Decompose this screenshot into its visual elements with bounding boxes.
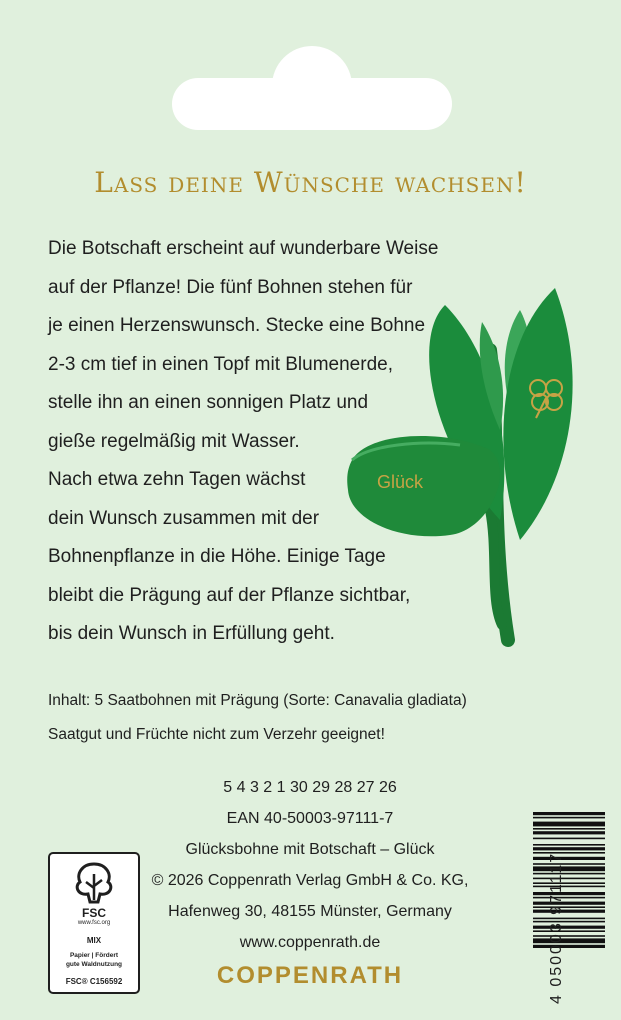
ean-number: EAN 40-50003-97111-7: [226, 810, 394, 827]
barcode-bar: [533, 852, 605, 854]
barcode-icon: [533, 812, 605, 998]
barcode-bar: [533, 828, 605, 830]
instructions-line: stelle ihn an einen sonnigen Platz und: [48, 392, 369, 413]
barcode-bar: [533, 863, 605, 865]
barcode-bar: [533, 892, 605, 895]
barcode-bar: [533, 866, 605, 871]
hang-hole: [172, 78, 452, 130]
imprint: [140, 772, 480, 958]
headline: Lass deine Wünsche wachsen!: [94, 166, 527, 199]
print-run-numbers: 5 4 3 2 1 30 29 28 27 26: [223, 779, 397, 796]
fsc-url: www.fsc.org: [77, 920, 111, 926]
contents-info: [48, 684, 467, 752]
instructions-line: auf der Pflanze! Die fünf Bohnen stehen für: [48, 276, 413, 298]
instructions-line: je einen Herzenswunsch. Stecke eine Bohne: [48, 315, 426, 336]
barcode-bar: [533, 838, 605, 840]
barcode-bar: [533, 906, 605, 908]
fsc-desc-line: Papier | Fördert: [69, 952, 119, 959]
fsc-desc-line: gute Waldnutzung: [65, 961, 123, 968]
barcode-bar: [533, 930, 605, 932]
brand-logo: COPPENRATH: [216, 962, 404, 989]
barcode-bar: [533, 926, 605, 929]
website: www.coppenrath.de: [239, 934, 381, 951]
barcode-bar: [533, 897, 605, 899]
barcode-bar: [533, 921, 605, 923]
barcode-bar: [533, 812, 605, 815]
instructions-line: 2-3 cm tief in einen Topf mit Blumenerde,: [48, 353, 393, 375]
barcode-bar: [533, 857, 605, 860]
barcode-bar: [533, 873, 605, 875]
barcode-bar: [533, 935, 605, 937]
fsc-description: [54, 951, 134, 969]
barcode-bar: [533, 817, 605, 819]
product-name: Glücksbohne mit Botschaft – Glück: [185, 841, 435, 858]
barcode-bar: [533, 882, 605, 884]
fsc-name: FSC: [82, 906, 106, 920]
barcode-bar: [533, 822, 605, 827]
fsc-tree-icon: [70, 860, 118, 904]
instructions-line: gieße regelmäßig mit Wasser.: [48, 430, 300, 452]
bean-plant-illustration: [340, 280, 600, 660]
instructions-line: Die Botschaft erscheint auf wunderbare Weise: [48, 238, 439, 259]
address: Hafenweg 30, 48155 Münster, Germany: [168, 903, 452, 920]
barcode-bar: [533, 886, 605, 888]
barcode-digits: 4 050003 971117: [548, 851, 565, 1004]
instructions-line: dein Wunsch zusammen mit der: [48, 507, 320, 529]
instructions-line: Nach etwa zehn Tagen wächst: [48, 469, 306, 490]
barcode-bar: [533, 938, 605, 943]
leaf-embossed-text: Glück: [377, 472, 424, 492]
instructions-line: bleibt die Prägung auf der Pflanze sichtbar,: [48, 584, 411, 606]
contents-line: Inhalt: 5 Saatbohnen mit Prägung (Sorte: Canavalia gladiata): [48, 692, 467, 709]
barcode-bar: [533, 945, 605, 948]
barcode-bar: [533, 844, 605, 846]
barcode-bar: [533, 831, 605, 834]
warning-line: Saatgut und Früchte nicht zum Verzehr geeignet!: [48, 726, 385, 743]
copyright: © 2026 Coppenrath Verlag GmbH & Co. KG,: [151, 872, 469, 889]
barcode-bar: [533, 910, 605, 913]
barcode-bar: [533, 878, 605, 880]
fsc-code: FSC® C156592: [65, 977, 123, 986]
instructions-line: bis dein Wunsch in Erfüllung geht.: [48, 623, 335, 644]
barcode-bar: [533, 918, 605, 920]
fsc-label: [48, 852, 140, 994]
instructions-line: Bohnenpflanze in die Höhe. Einige Tage: [48, 546, 386, 567]
barcode-bar: [533, 902, 605, 905]
barcode-bar: [533, 847, 605, 850]
fsc-mix: MIX: [86, 936, 102, 945]
